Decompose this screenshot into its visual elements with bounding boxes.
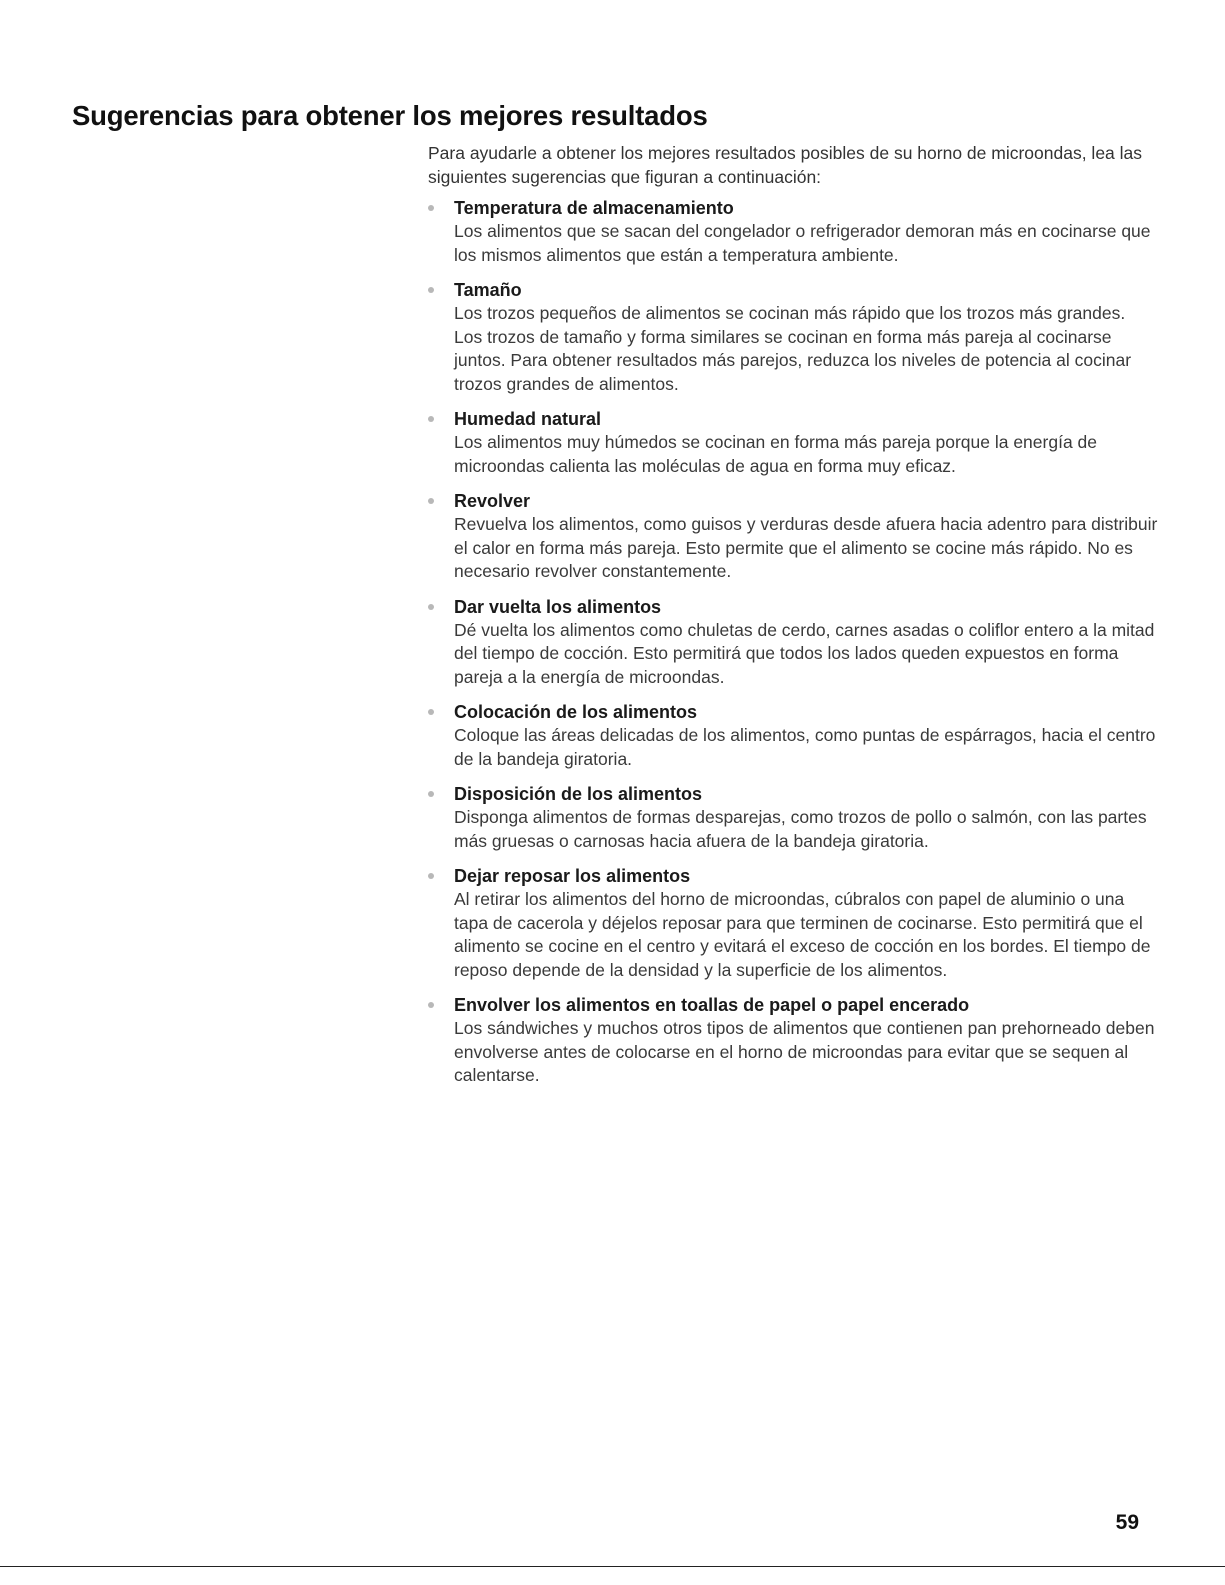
bullet-icon <box>428 287 434 293</box>
tip-item-size <box>428 278 1158 396</box>
tip-title: Tamaño <box>454 280 522 300</box>
tip-body: Coloque las áreas delicadas de los alimentos, como puntas de espárragos, hacia el centro de la bandeja giratoria. <box>454 725 1156 769</box>
tip-body: Los trozos pequeños de alimentos se cocinan más rápido que los trozos más grandes. Los trozos de tamaño y forma similares se cocinan en forma más pareja al cocinarse juntos. Para obtener resultados más parejos, reduzca los niveles de potencia al cocinar trozos grandes de alimentos. <box>454 303 1132 394</box>
bullet-icon <box>428 709 434 715</box>
tip-body: Los sándwiches y muchos otros tipos de alimentos que contienen pan prehorneado deben envolverse antes de colocarse en el horno de microondas para evitar que se sequen al calentarse. <box>454 1018 1155 1085</box>
tip-body: Dé vuelta los alimentos como chuletas de cerdo, carnes asadas o coliflor entero a la mitad del tiempo de cocción. Esto permitirá que todos los lados queden expuestos en forma pareja a la energía de microondas. <box>454 619 1155 687</box>
bullet-icon <box>428 604 434 610</box>
bottom-rule <box>0 1566 1225 1567</box>
tip-item-food-placement <box>428 700 1158 771</box>
tip-title: Envolver los alimentos en toallas de papel o papel encerado <box>454 995 970 1015</box>
tips-list <box>428 196 1158 1088</box>
tip-item-natural-moisture <box>428 407 1158 478</box>
tip-title: Dar vuelta los alimentos <box>454 596 662 617</box>
tip-title: Humedad natural <box>454 409 602 429</box>
intro-paragraph: Para ayudarle a obtener los mejores resultados posibles de su horno de microondas, lea las siguientes sugerencias que figuran a continuación: <box>428 143 1143 187</box>
tip-item-food-arrangement <box>428 782 1158 853</box>
tip-item-stirring <box>428 489 1158 584</box>
tip-title: Colocación de los alimentos <box>454 702 698 722</box>
tip-title: Revolver <box>454 491 531 511</box>
bullet-icon <box>428 791 434 797</box>
bullet-icon <box>428 1002 434 1008</box>
tip-item-turning-food <box>428 595 1158 690</box>
tip-item-standing-time <box>428 864 1158 982</box>
bullet-icon <box>428 498 434 504</box>
tip-item-wrapping-food <box>428 993 1158 1088</box>
tip-title: Temperatura de almacenamiento <box>454 198 734 218</box>
tip-title: Dejar reposar los alimentos <box>454 866 691 886</box>
bullet-icon <box>428 205 434 211</box>
bullet-icon <box>428 873 434 879</box>
tip-body: Al retirar los alimentos del horno de microondas, cúbralos con papel de aluminio o una tapa de cacerola y déjelos reposar para que terminen de cocinarse. Esto permitirá que el alimento se cocine en el centro y evitará el exceso de cocción en los bordes. El tiempo de reposo depende de la densidad y la superficie de los alimentos. <box>454 889 1151 980</box>
main-content <box>428 142 1158 1099</box>
bullet-icon <box>428 416 434 422</box>
tip-item-storage-temperature <box>428 196 1158 267</box>
tip-body: Los alimentos muy húmedos se cocinan en forma más pareja porque la energía de microondas calienta las moléculas de agua en forma muy eficaz. <box>454 432 1098 476</box>
page-title: Sugerencias para obtener los mejores resultados <box>72 100 708 131</box>
tip-body: Disponga alimentos de formas desparejas, como trozos de pollo o salmón, con las partes más gruesas o carnosas hacia afuera de la bandeja giratoria. <box>454 807 1147 851</box>
tip-body: Revuelva los alimentos, como guisos y verduras desde afuera hacia adentro para distribuir el calor en forma más pareja. Esto permite que el alimento se cocine más rápido. No es necesario revolver constantemente. <box>454 514 1158 581</box>
tip-title: Disposición de los alimentos <box>454 784 703 804</box>
tip-body: Los alimentos que se sacan del congelador o refrigerador demoran más en cocinarse que los mismos alimentos que están a temperatura ambiente. <box>454 221 1151 265</box>
page-number: 59 <box>1115 1511 1139 1534</box>
